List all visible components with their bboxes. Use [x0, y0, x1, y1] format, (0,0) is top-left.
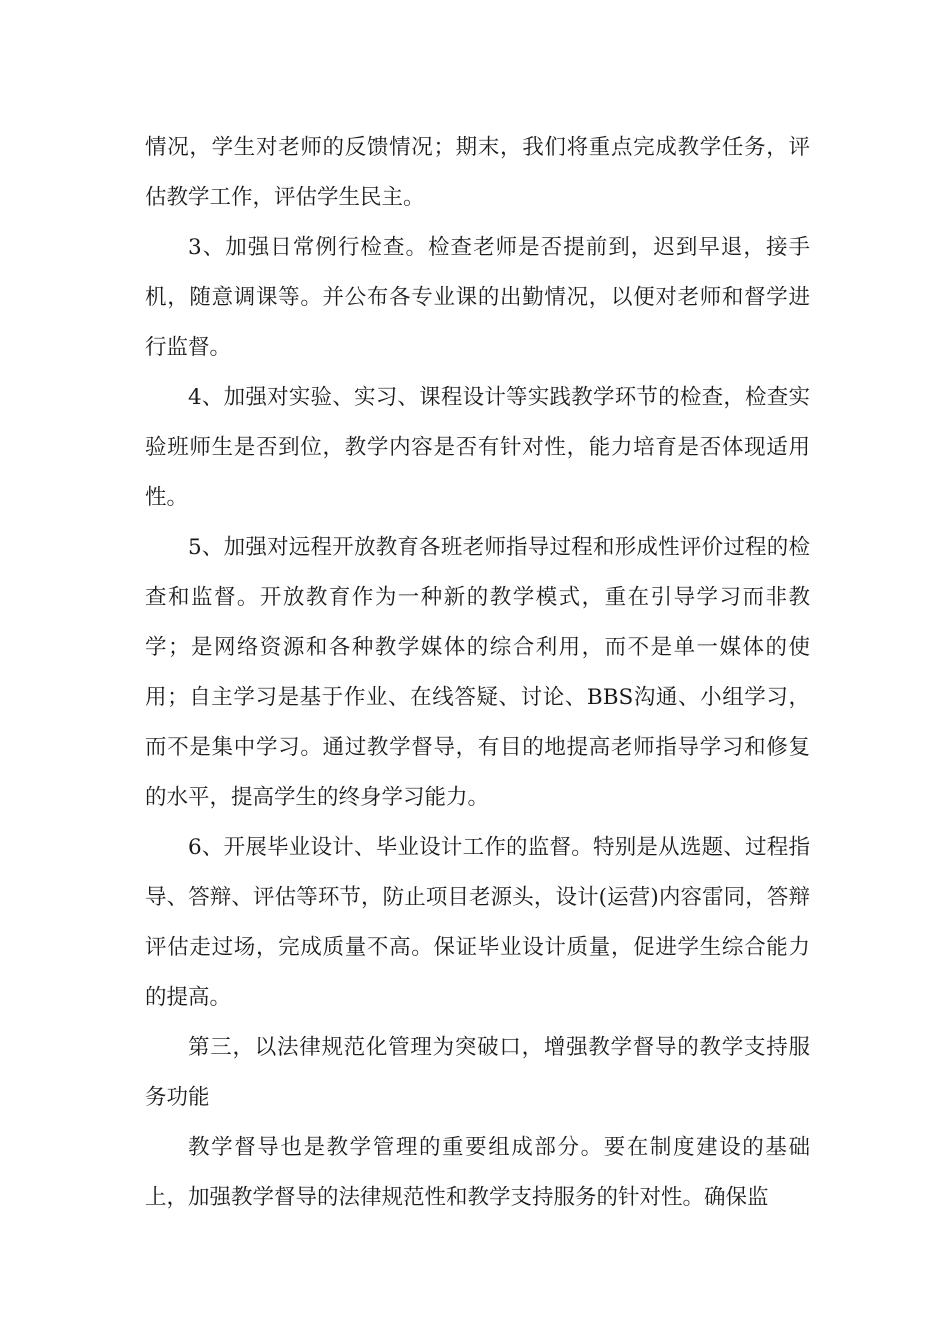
paragraph-item-4: 4、加强对实验、实习、课程设计等实践教学环节的检查，检查实验班师生是否到位，教学内容是否有针对性，能力培育是否体现适用性。 — [145, 385, 810, 510]
paragraph-item-3: 3、加强日常例行检查。检查老师是否提前到，迟到早退，接手机，随意调课等。并公布各专业课的出勤情况，以便对老师和督学进行监督。 — [145, 235, 810, 360]
paragraph-supervision: 教学督导也是教学管理的重要组成部分。要在制度建设的基础上，加强教学督导的法律规范性和教学支持服务的针对性。确保监 — [145, 1135, 810, 1210]
document-body — [145, 123, 810, 1223]
paragraph-item-6: 6、开展毕业设计、毕业设计工作的监督。特别是从选题、过程指导、答辩、评估等环节，防止项目老源头，设计(运营)内容雷同，答辩评估走过场，完成质量不高。保证毕业设计质量，促进学生综合能力的提高。 — [145, 835, 810, 1010]
section-heading-third: 第三，以法律规范化管理为突破口，增强教学督导的教学支持服务功能 — [145, 1035, 810, 1110]
paragraph-item-5: 5、加强对远程开放教育各班老师指导过程和形成性评价过程的检查和监督。开放教育作为一种新的教学模式，重在引导学习而非教学；是网络资源和各种教学媒体的综合利用，而不是单一媒体的使用；自主学习是基于作业、在线答疑、讨论、BBS沟通、小组学习，而不是集中学习。通过教学督导，有目的地提高老师指导学习和修复的水平，提高学生的终身学习能力。 — [145, 535, 810, 810]
paragraph-continuation: 情况，学生对老师的反馈情况；期末，我们将重点完成教学任务，评估教学工作，评估学生民主。 — [145, 135, 810, 210]
